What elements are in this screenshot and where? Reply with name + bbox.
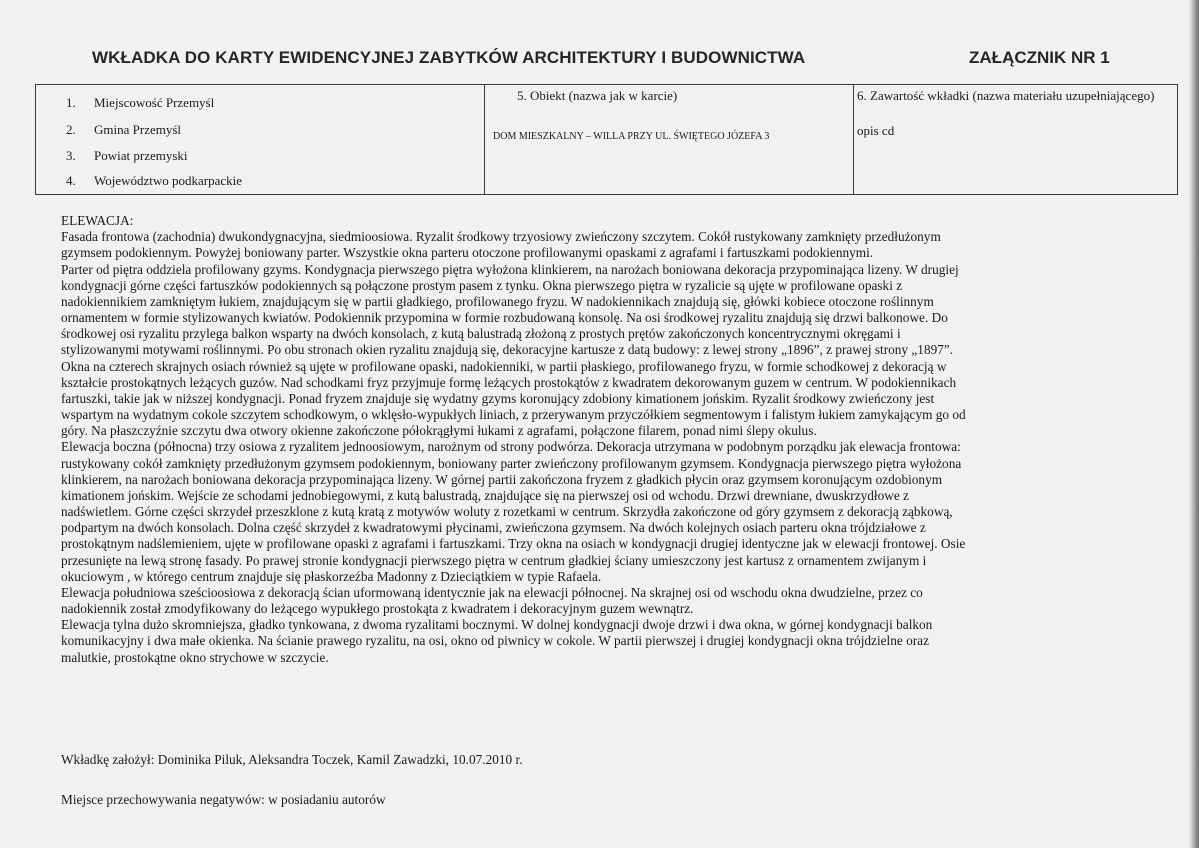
location-column [36,85,484,194]
text-line: środkowej osi ryzalitu przylega balkon wsparty na dwóch konsolach, z kutą balustradą złożoną z prostych prętów zakończonych koncentrycznymi okręgami i [61,326,901,342]
text-line: komunikacyjny i dwa małe okienka. Na ścianie prawego ryzalitu, na osi, okno od piwnicy w cokole. W partii pierwszej i drugiej kondygnacji okna trójdzielne oraz [61,633,929,649]
text-line: kondygnacji górne części fartuszków podokiennych są połączone prostym pasem z tynku. Okna pierwszego piętra w ryzalicie są ujęte w profilowane opaski z [61,277,903,293]
text-line: fartuszki, takie jak w niższej kondygnacji. Ponad fryzem znajduje się wydatny gzyms koronujący zdobiony kimationem jońskim. Ryzalit środkowy zwieńczony jest [61,390,935,406]
text-line: ornamentem w formie stylizowanych kwiatów. Podokiennik przypomina w formie rozbudowaną konsolę. Na osi środkowej ryzalitu znajdują się drzwi balkonowe. Do [61,310,948,326]
text-line: klinkierem, na narożach boniowana dekoracja przypominająca lizeny. W górnej partii zakończona fryzem z gładkich płycin oraz gzymsem koronującym ozdobionym [61,471,943,487]
text-line: Elewacja tylna dużo skromniejsza, gładko tynkowana, z dwoma ryzalitami bocznymi. W dolnej kondygnacji dwoje drzwi i dwa okna, w górnej kondygnacji balkon [61,617,933,633]
text-line: nadświetlem. Górne części skrzydeł przeszklone z kutą kratą z motywów woluty z rozetkami w centrum. Skrzydła zakończone od góry gzymsem z dekoracją ząbkową, [61,504,953,520]
text-line: ELEWACJA: [61,213,134,228]
insert-author: Wkładkę założył: Dominika Piluk, Aleksandra Toczek, Kamil Zawadzki, 10.07.2010 r. [61,752,523,767]
contents-label: 6. Zawartość wkładki (nazwa materiału uzupełniającego) [857,88,1155,103]
text-line: nadokiennikiem zamkniętym łukiem, znajdującym się w partii gładkiego, profilowanego fryzu. W nadokiennikach znajdują się, główki kobiece otoczone roślinnym [61,293,934,309]
text-line: kształcie prostokątnych leżących guzów. Nad schodkami fryz przyjmuje formę leżących prostokątów z kwadratem dekorowanym guzem w centrum. W podokiennikach [61,374,957,390]
item-number: 4. [66,173,76,188]
object-column [484,85,853,194]
document-title: WKŁADKA DO KARTY EWIDENCYJNEJ ZABYTKÓW ARCHITEKTURY I BUDOWNICTWA [92,48,806,67]
text-line: gzymsem podokiennym. Powyżej boniowany parter. Wszystkie okna parteru otoczone profilowanymi opaskami z agrafami i fartuszkami podokiennymi. [61,245,874,261]
item-text: Powiat przemyski [94,148,188,163]
location-item-town [66,95,214,111]
text-line: prostokątnym nadślemieniem, ujęte w profilowane opaski z agrafami i fartuszkami. Trzy okna na osiach w kondygnacji drugiej identyczne jak w elewacji frontowej. Osie [61,536,966,552]
text-line: Elewacja boczna (północna) trzy osiowa z ryzalitem jednoosiowym, narożnym od strony podwórza. Dekoracja utrzymana w podobnym porządku jak elewacja frontowa: [61,439,961,455]
text-line: malutkie, prostokątne okno strychowe w szczycie. [61,649,329,665]
text-line: Okna na czterech skrajnych osiach również są ujęte w profilowane opaski, nadokienniki, w partii płaskiego, profilowanego fryzu, w formie schodkowej z dekoracją w [61,358,947,374]
text-line: nadokiennik został zmodyfikowany do leżącego wypukłego prostokąta z kwadratem i dekoracyjnym guzem wewnątrz. [61,601,694,617]
text-line: Fasada frontowa (zachodnia) dwukondygnacyjna, siedmioosiowa. Ryzalit środkowy trzyosiowy zwieńczony szczytem. Cokół rustykowany zamknięty przedłużonym [61,229,941,245]
text-line: Elewacja południowa sześcioosiowa z dekoracją ścian uformowaną identycznie jak na elewacji północnej. Na skrajnej osi od wschodu okna dwudzielne, przez co [61,584,923,600]
location-item-voivodeship [66,173,242,189]
contents-column [853,85,1177,194]
scan-edge-shadow [1189,0,1199,848]
negatives-storage: Miejsce przechowywania negatywów: w posiadaniu autorów [61,792,386,807]
contents-value: opis cd [857,123,895,138]
location-item-county [66,148,188,164]
object-name: DOM MIESZKALNY – WILLA PRZY UL. ŚWIĘTEGO JÓZEFA 3 [493,131,770,142]
elevation-description [61,213,1151,666]
text-line: góry. Na płaszczyźnie szczytu dwa otwory okienne zakończone półokrągłymi łukami z agrafami, połączone filarem, ponad nimi ślepy okulus. [61,423,817,439]
text-line: podpartym na dwóch konsolach. Dolna część skrzydeł z kwadratowymi płycinami, zwieńczona gzymsem. Na dwóch kolejnych osiach parteru okna trójdziałowe z [61,520,926,536]
annex-number: ZAŁĄCZNIK NR 1 [969,48,1110,67]
location-item-municipality [66,122,181,138]
object-label: 5. Obiekt (nazwa jak w karcie) [517,88,678,103]
item-number: 3. [66,148,76,163]
info-table [35,84,1178,195]
item-number: 1. [66,95,76,110]
text-line: kimationem jońskim. Wejście ze schodami jednobiegowymi, z kutą balustradą, znajdujące się na pierwszej osi od wchodu. Drzwi drewniane, dwuskrzydłowe z [61,487,909,503]
item-number: 2. [66,122,76,137]
text-line: rustykowany cokół zamknięty przedłużonym gzymsem podokiennym, boniowany parter zwieńczony profilowanym gzymsem. Kondygnacja pierwszego piętra wyłożona [61,455,962,471]
item-text: Miejscowość Przemyśl [94,95,215,110]
text-line: przesunięte na lewą stronę fasady. Po prawej stronie kondygnacji pierwszego piętra w centrum gładkiej ściany umieszczony jest kartusz z ornamentem zwijanym i [61,552,927,568]
item-text: Gmina Przemyśl [94,122,182,137]
text-line: okuciowym , w którego centrum znajduje się płaskorzeźba Madonny z Dzieciątkiem w typie Rafaela. [61,568,602,584]
text-line: Parter od piętra oddziela profilowany gzyms. Kondygnacja pierwszego piętra wyłożona klinkierem, na narożach boniowana dekoracja przypominająca lizeny. W drugiej [61,261,959,277]
text-line: wspartym na wydatnym cokole szczytem schodkowym, o wklęsło-wypukłych liniach, z przerywanym przyczółkiem segmentowym i falistym łukiem zamykającym go od [61,407,966,423]
text-line: stylizowanymi motywami roślinnymi. Po obu stronach okien ryzalitu znajdują się, dekoracyjne kartusze z datą budowy: z lewej strony „1896”, z prawej strony „1897”. [61,342,954,358]
item-text: Województwo podkarpackie [94,173,243,188]
